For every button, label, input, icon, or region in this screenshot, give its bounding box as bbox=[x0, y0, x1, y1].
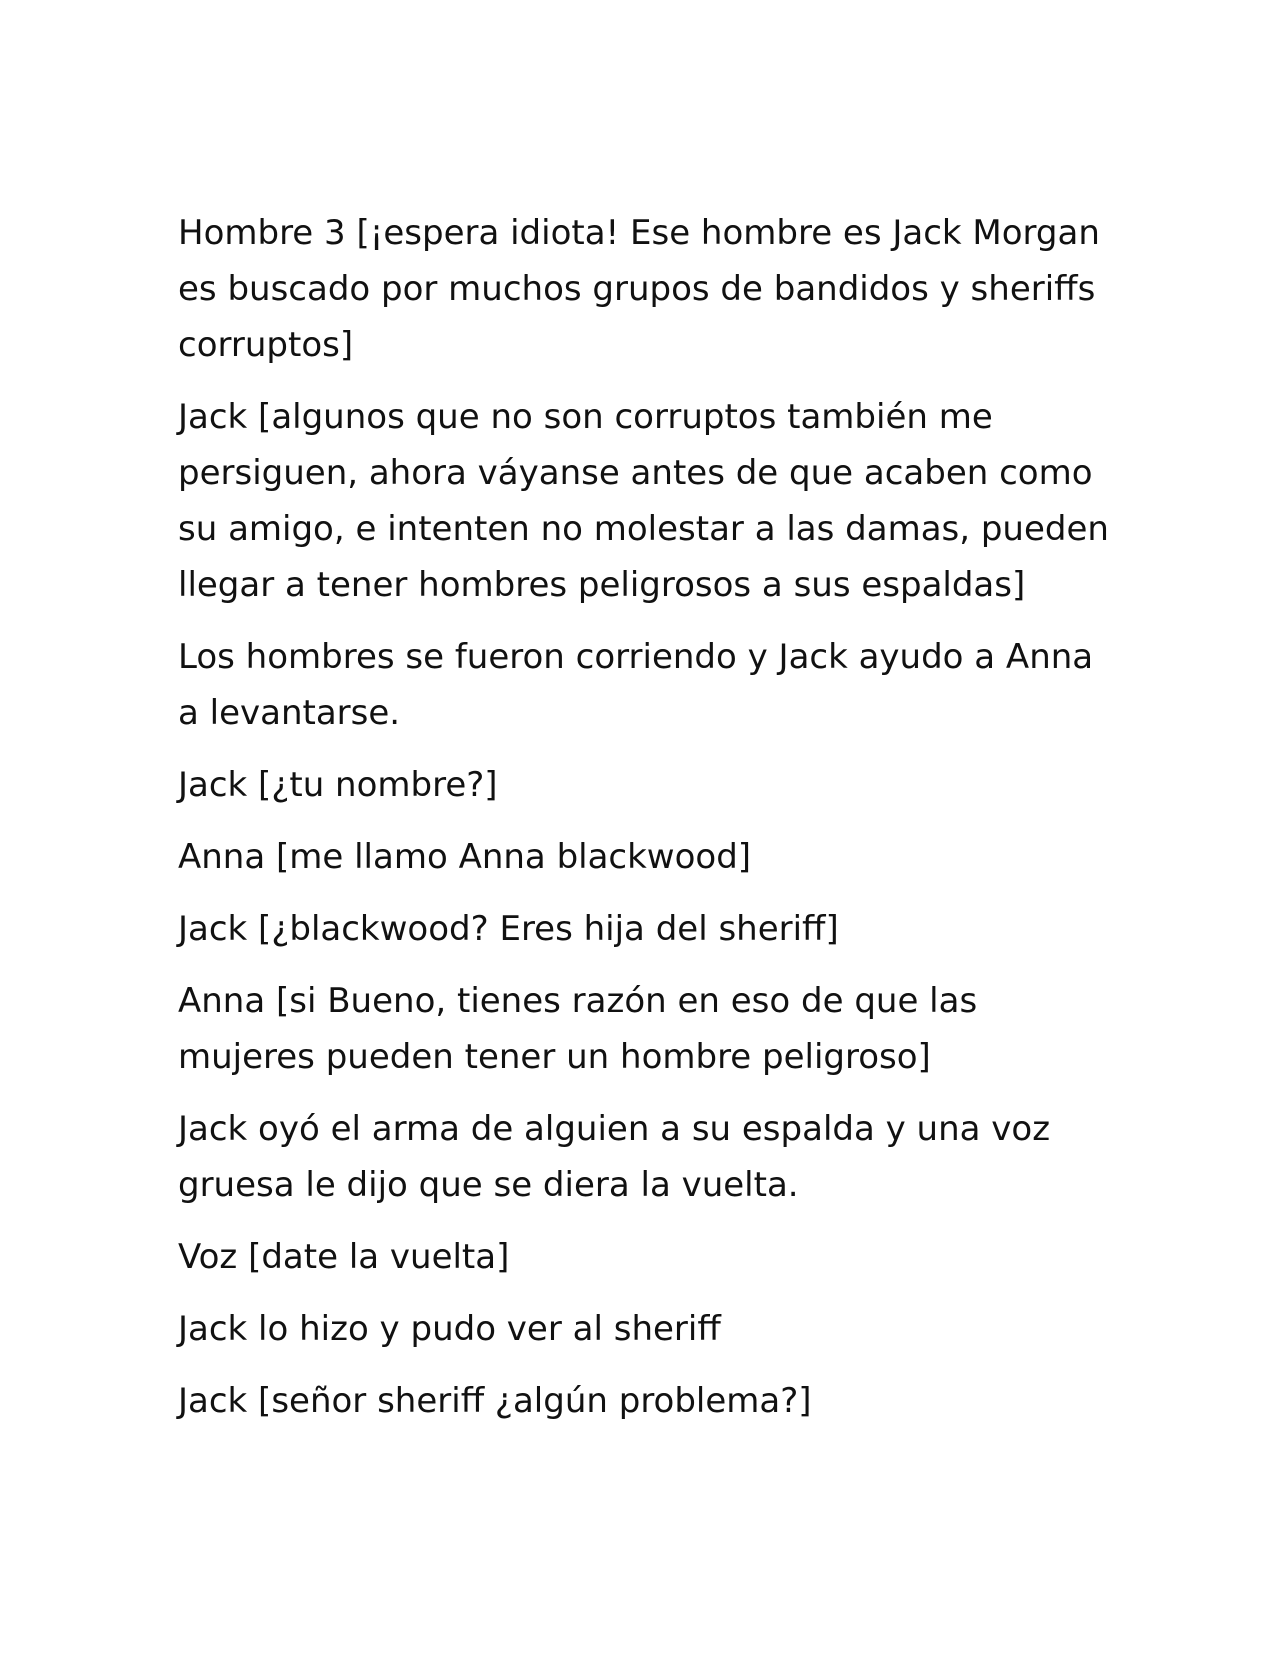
paragraph: Hombre 3 [¡espera idiota! Ese hombre es Jack Morgan es buscado por muchos grupos de bandidos y sheriffs corruptos] bbox=[178, 213, 1100, 365]
paragraph: Jack lo hizo y pudo ver al sheriff bbox=[178, 1309, 721, 1349]
paragraph: Jack [algunos que no son corruptos también me persiguen, ahora váyanse antes de que acaben como su amigo, e intenten no molestar a las damas, pueden llegar a tener hombres peligrosos a sus espaldas] bbox=[178, 397, 1109, 605]
paragraph: Voz [date la vuelta] bbox=[178, 1237, 510, 1277]
paragraph: Jack oyó el arma de alguien a su espalda y una voz gruesa le dijo que se diera la vuelta. bbox=[178, 1109, 1051, 1205]
paragraph: Jack [señor sheriff ¿algún problema?] bbox=[178, 1381, 812, 1421]
document-body bbox=[178, 205, 1118, 1445]
paragraph: Jack [¿tu nombre?] bbox=[178, 765, 498, 805]
paragraph: Anna [si Bueno, tienes razón en eso de que las mujeres pueden tener un hombre peligroso] bbox=[178, 981, 978, 1077]
paragraph: Jack [¿blackwood? Eres hija del sheriff] bbox=[178, 909, 839, 949]
paragraph: Los hombres se fueron corriendo y Jack ayudo a Anna a levantarse. bbox=[178, 637, 1094, 733]
paragraph: Anna [me llamo Anna blackwood] bbox=[178, 837, 752, 877]
